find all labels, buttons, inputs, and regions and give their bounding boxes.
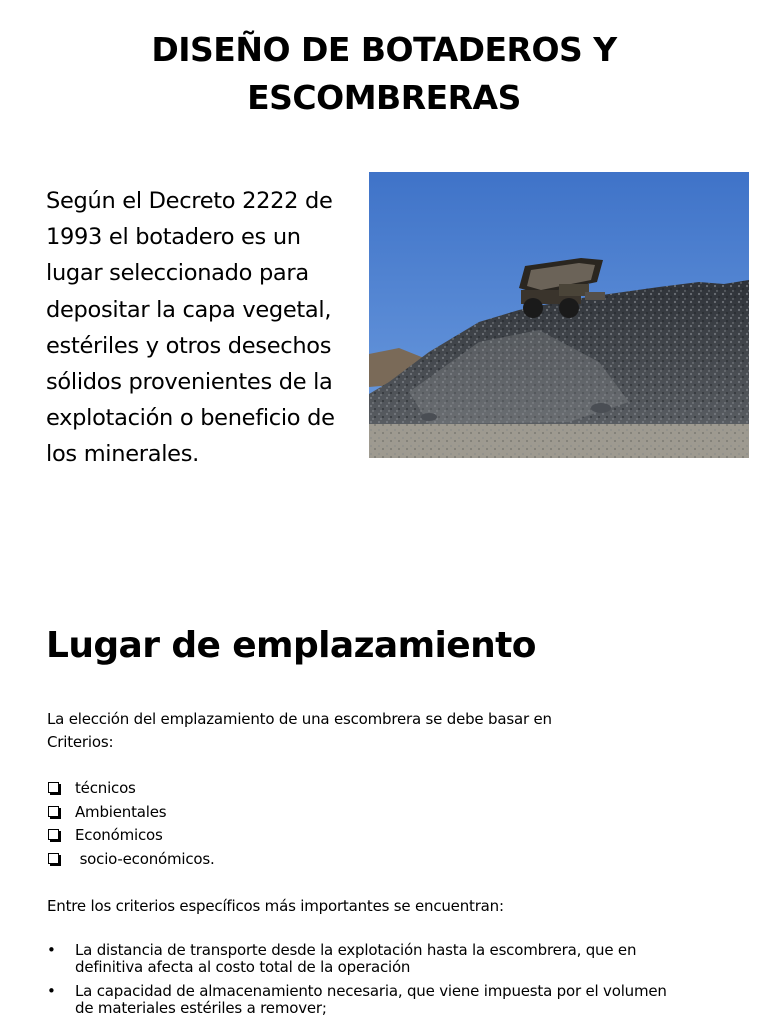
criteria-label: técnicos	[75, 779, 136, 797]
list-item	[47, 983, 727, 1017]
criteria-label: socio-económicos.	[75, 849, 215, 868]
criteria-item	[47, 824, 747, 848]
lead-line: Criterios:	[47, 733, 114, 751]
checkbox-icon	[48, 806, 59, 817]
lead-line: La elección del emplazamiento de una escombrera se debe basar en	[47, 710, 552, 728]
criteria-label: Ambientales	[75, 802, 167, 821]
list-item-line: de materiales estériles a remover;	[75, 999, 327, 1017]
criteria-checklist	[47, 777, 747, 871]
intro-line: lugar seleccionado para	[46, 260, 309, 287]
intro-line: los minerales.	[46, 441, 199, 468]
slide-title-line-1: DISEÑO DE BOTADEROS Y	[151, 30, 617, 69]
criteria-item	[47, 848, 747, 872]
checkbox-icon	[48, 853, 59, 864]
intro-line: 1993 el botadero es un	[46, 224, 301, 251]
checkbox-icon	[48, 782, 59, 793]
intro-line: depositar la capa vegetal,	[46, 296, 332, 323]
boulder	[591, 403, 611, 413]
list-item-line: La capacidad de almacenamiento necesaria, que viene impuesta por el volumen	[75, 982, 667, 1000]
intro-line: Según el Decreto 2222 de	[46, 188, 333, 214]
checkbox-icon	[48, 829, 59, 840]
list-item	[47, 942, 727, 976]
intro-line: sólidos provenientes de la	[46, 369, 333, 396]
criteria-label: Económicos	[75, 826, 163, 844]
slide-emplazamiento	[0, 560, 768, 1024]
specific-criteria-intro: Entre los criterios específicos más importantes se encuentran:	[47, 897, 504, 915]
slide-title	[0, 26, 768, 122]
bullet-icon: •	[47, 982, 56, 1000]
specific-criteria-list	[47, 942, 727, 1024]
list-item-line: La distancia de transporte desde la explotación hasta la escombrera, que en	[75, 941, 637, 959]
lead-paragraph	[47, 708, 747, 754]
dump-truck-photo	[369, 172, 749, 458]
criteria-item	[47, 801, 747, 825]
intro-paragraph	[46, 183, 376, 473]
intro-line: estériles y otros desechos	[46, 332, 332, 359]
bullet-icon: •	[47, 941, 56, 959]
intro-line: explotación o beneficio de	[46, 405, 335, 432]
list-item-line: definitiva afecta al costo total de la operación	[75, 958, 411, 976]
criteria-item	[47, 777, 747, 801]
slide-title-line-2: ESCOMBRERAS	[247, 78, 521, 117]
boulder	[421, 413, 437, 421]
slide-title: Lugar de emplazamiento	[46, 625, 536, 666]
